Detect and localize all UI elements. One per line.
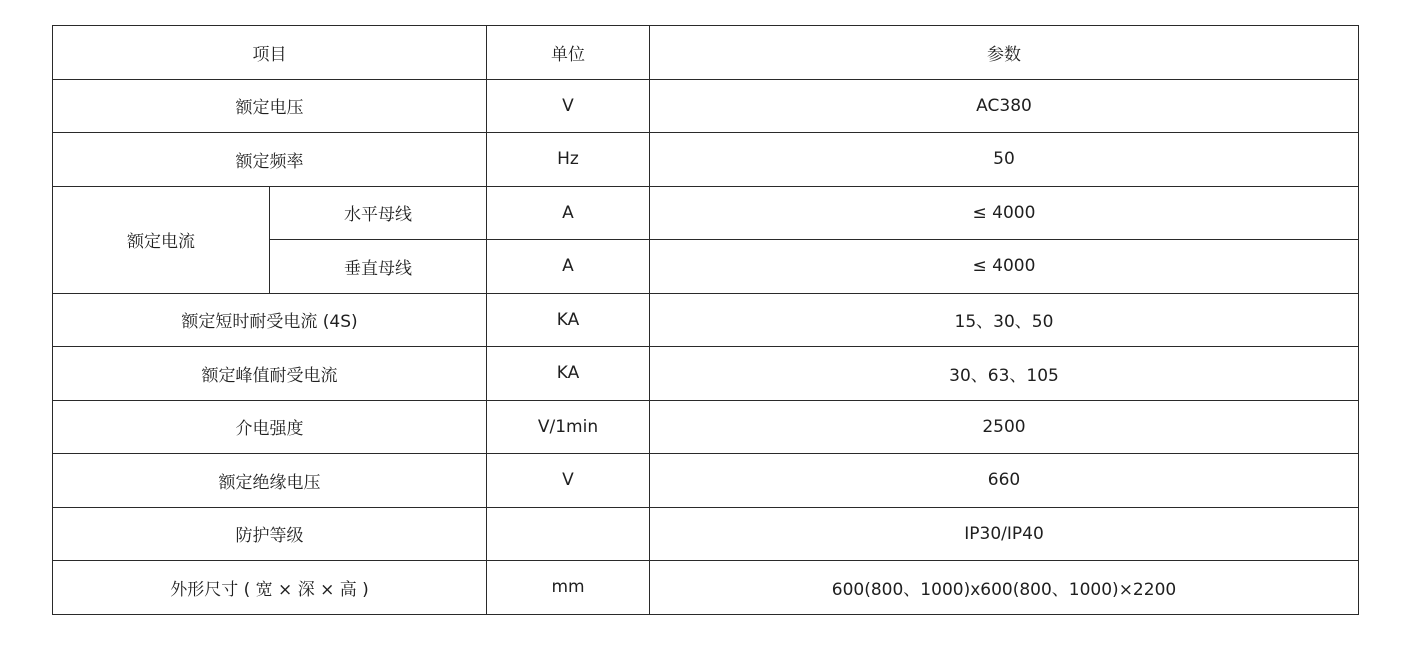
header-unit: 单位	[487, 26, 650, 80]
row-item: 额定短时耐受电流 (4S)	[53, 293, 487, 347]
row-subitem: 垂直母线	[270, 240, 487, 294]
table-row	[53, 79, 1359, 133]
row-value: ≤ 4000	[650, 186, 1359, 240]
table-row	[53, 186, 1359, 240]
spec-table	[52, 25, 1359, 615]
row-unit: V	[487, 454, 650, 508]
row-unit: V	[487, 79, 650, 133]
row-unit: A	[487, 240, 650, 294]
row-unit: KA	[487, 347, 650, 401]
row-value: 660	[650, 454, 1359, 508]
row-unit: A	[487, 186, 650, 240]
row-unit	[487, 507, 650, 561]
row-value: 15、30、50	[650, 293, 1359, 347]
row-item: 介电强度	[53, 400, 487, 454]
table-row	[53, 400, 1359, 454]
row-value: ≤ 4000	[650, 240, 1359, 294]
row-value: 600(800、1000)x600(800、1000)×2200	[650, 561, 1359, 615]
row-subitem: 水平母线	[270, 186, 487, 240]
row-unit: KA	[487, 293, 650, 347]
row-item: 外形尺寸 ( 宽 × 深 × 高 )	[53, 561, 487, 615]
row-item: 额定绝缘电压	[53, 454, 487, 508]
table-row	[53, 561, 1359, 615]
row-item: 额定电压	[53, 79, 487, 133]
row-unit: V/1min	[487, 400, 650, 454]
table-row	[53, 454, 1359, 508]
row-value: AC380	[650, 79, 1359, 133]
table-row	[53, 133, 1359, 187]
row-unit: Hz	[487, 133, 650, 187]
row-item-group: 额定电流	[53, 186, 270, 293]
row-item: 防护等级	[53, 507, 487, 561]
header-param: 参数	[650, 26, 1359, 80]
header-row	[53, 26, 1359, 80]
row-value: IP30/IP40	[650, 507, 1359, 561]
row-item: 额定峰值耐受电流	[53, 347, 487, 401]
table-row	[53, 293, 1359, 347]
table-row	[53, 507, 1359, 561]
row-value: 50	[650, 133, 1359, 187]
row-unit: mm	[487, 561, 650, 615]
table-row	[53, 347, 1359, 401]
row-item: 额定频率	[53, 133, 487, 187]
header-item: 项目	[53, 26, 487, 80]
row-value: 30、63、105	[650, 347, 1359, 401]
row-value: 2500	[650, 400, 1359, 454]
